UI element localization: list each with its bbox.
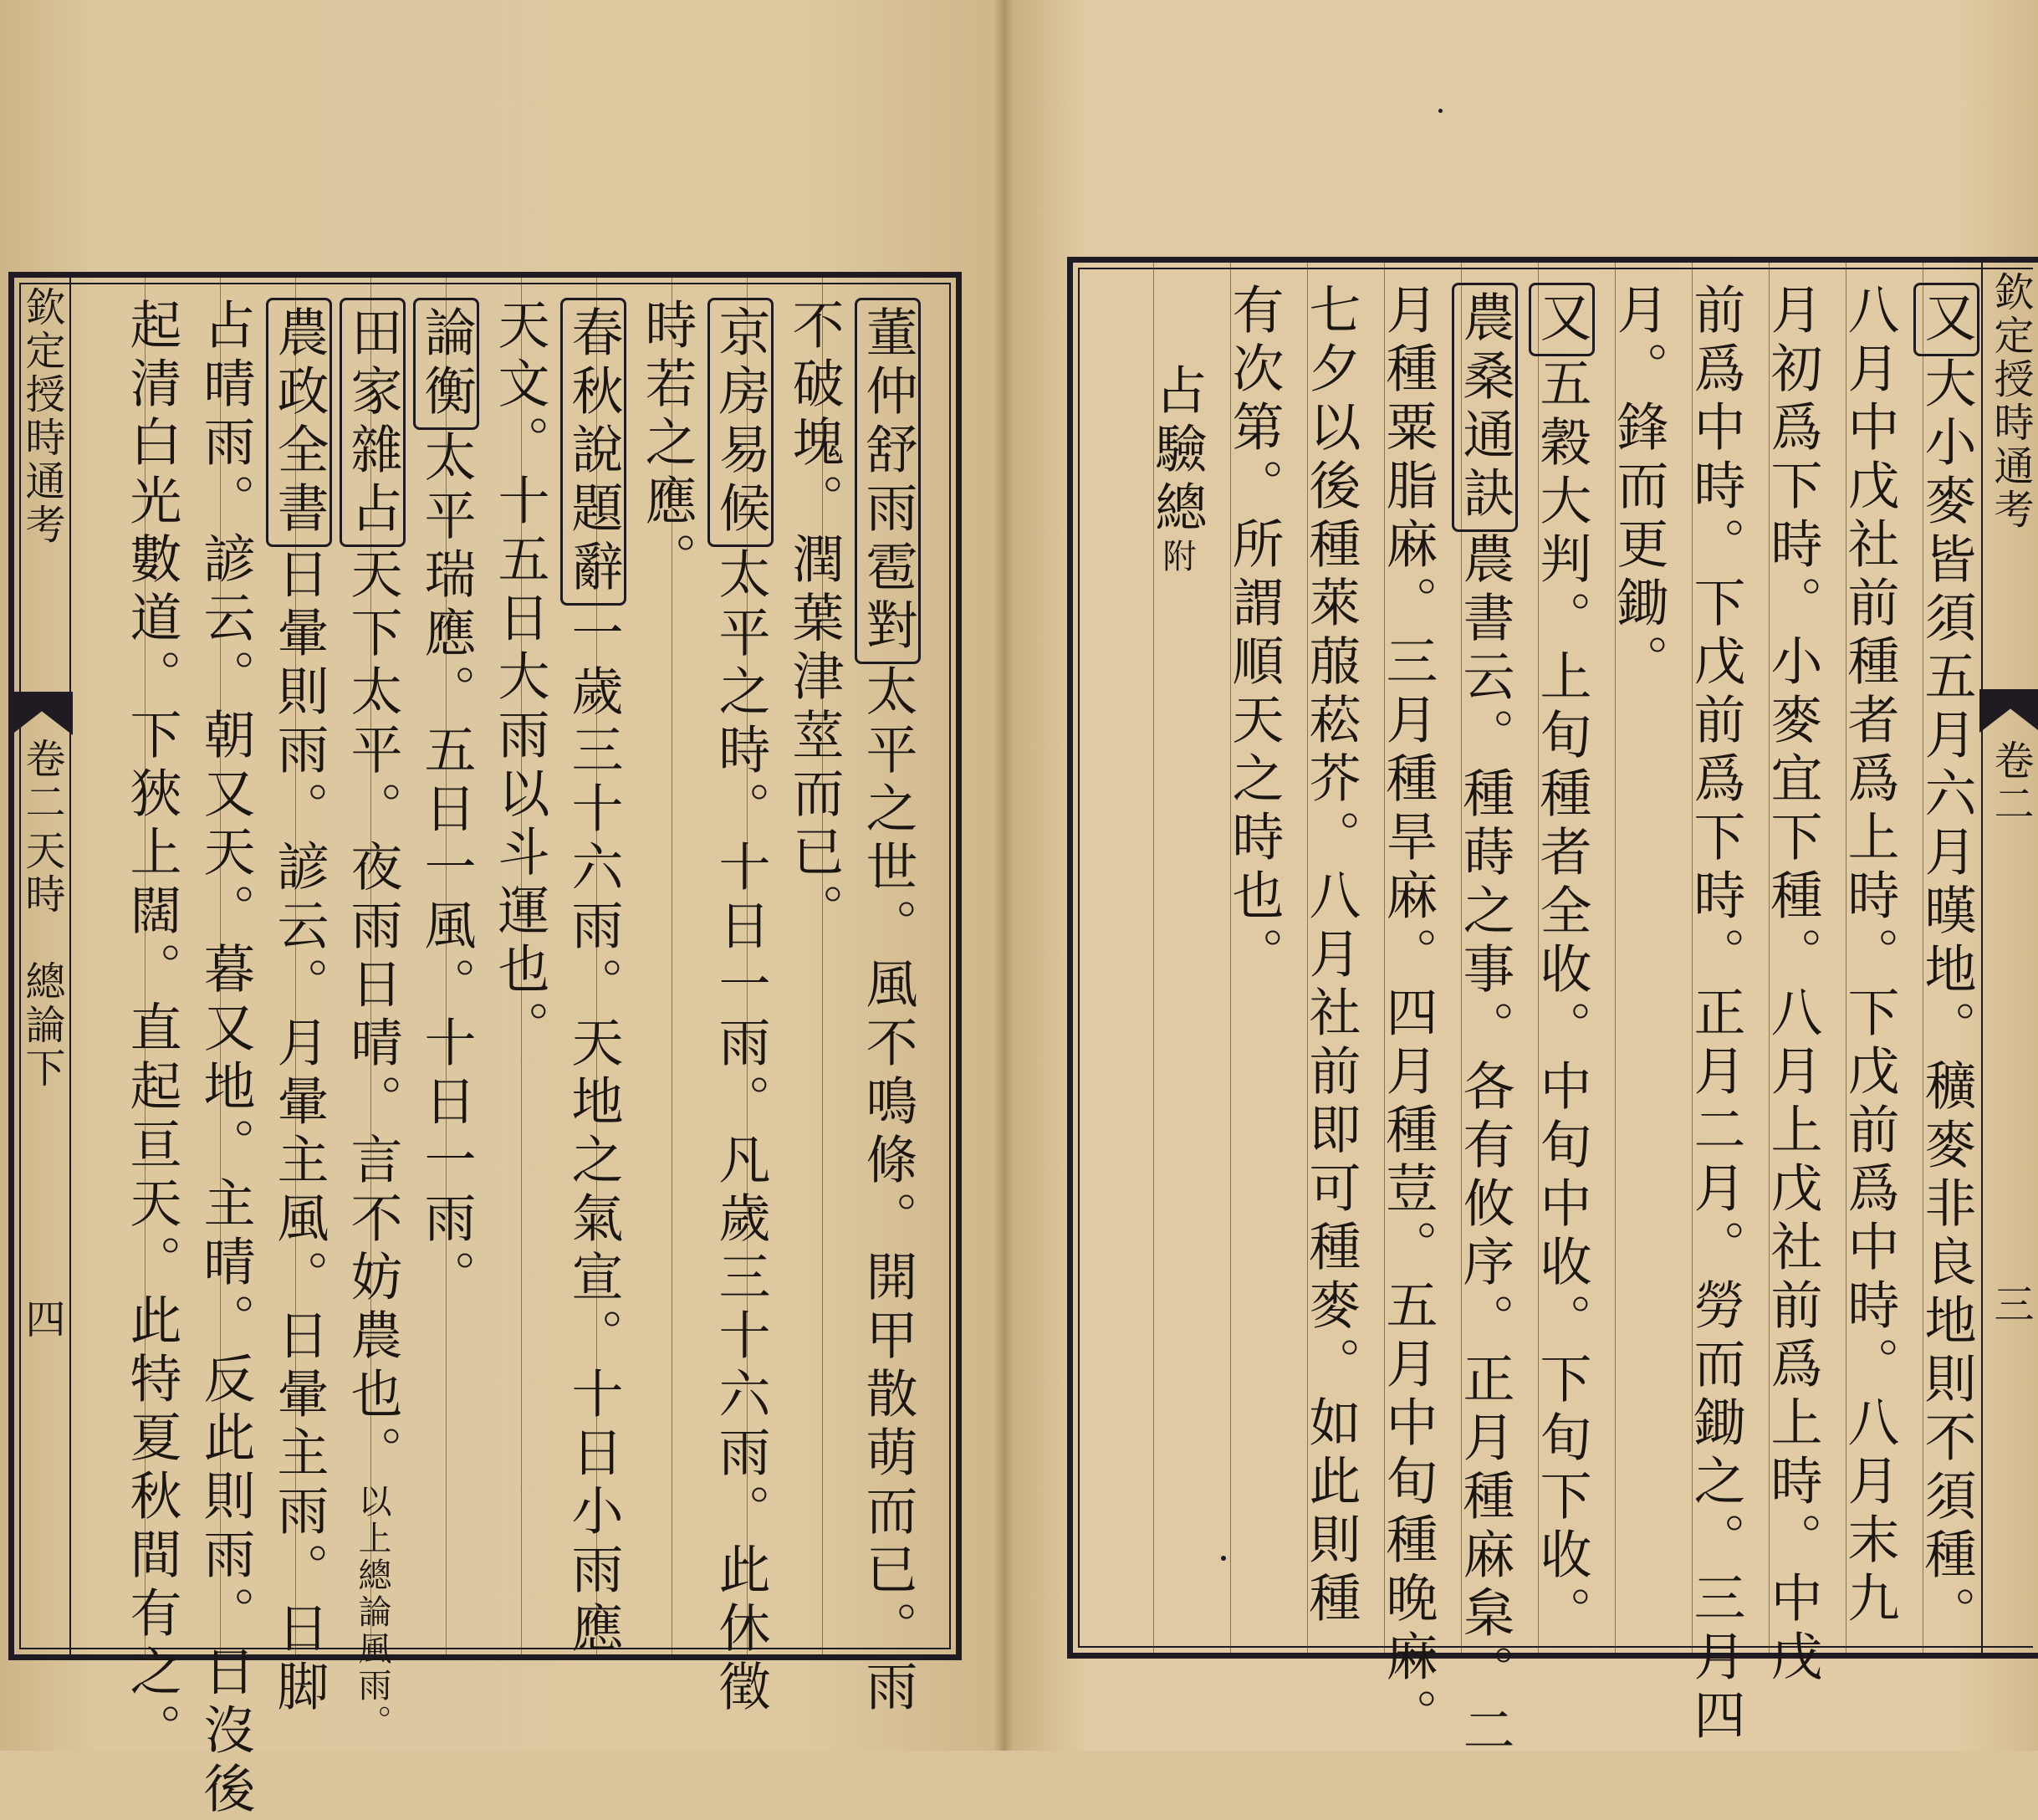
col-text: 月初爲下時。小麥宜下種。八月上戊社前爲上時。中戊	[1762, 283, 1823, 1688]
source-tag: 農桑通訣	[1452, 283, 1518, 532]
left-col-2	[777, 298, 850, 942]
left-col-7	[409, 298, 483, 1308]
ink-spot	[1221, 1556, 1226, 1561]
left-col-1	[850, 298, 924, 1718]
col-text: 天文。十五日大雨以斗運也。	[489, 298, 550, 1059]
col-text: 一歲三十六雨。天地之氣宣。十日小雨應	[563, 606, 624, 1659]
col-text: 太平之世。風不鳴條。開甲散萌而已。雨	[857, 664, 918, 1718]
source-tag: 農政全書	[266, 298, 332, 547]
left-col-10	[188, 298, 262, 1820]
source-tag: 董仲舒雨雹對	[855, 298, 921, 664]
left-col-5	[556, 298, 630, 1659]
col-text: 天下太平。夜雨日晴。言不妨農也。	[342, 547, 403, 1484]
source-tag: 又	[1913, 283, 1979, 356]
right-col-1	[1909, 283, 1983, 1644]
left-banxin	[14, 278, 71, 1654]
left-col-4	[630, 298, 703, 590]
right-banxin-book-title: 欽定授時通考	[1987, 271, 2034, 532]
small-note: 以上總論風雨。	[353, 1484, 391, 1741]
col-text: 月種粟脂麻。三月種旱麻。四月種荳。五月中旬種晚麻。	[1377, 283, 1438, 1746]
right-col-9	[1294, 283, 1367, 1629]
right-col-11	[1140, 363, 1213, 575]
col-text: 月。鋒而更鋤。	[1608, 283, 1669, 693]
col-text: 占晴雨。諺云。朝又天。暮又地。主晴。反此則雨。日沒後	[195, 298, 256, 1820]
source-tag: 京房易候	[707, 298, 774, 547]
right-page-frame	[1067, 257, 2038, 1761]
source-tag: 又	[1529, 283, 1595, 356]
right-col-2	[1832, 283, 1906, 1629]
right-banxin	[1981, 263, 2038, 1653]
source-tag: 春秋說題辭	[560, 298, 626, 606]
right-col-8	[1371, 283, 1444, 1746]
col-text: 太平瑞應。五日一風。十日一雨。	[416, 430, 477, 1308]
right-fishtail-mark	[1979, 689, 2038, 733]
left-fishtail-mark	[11, 692, 73, 735]
right-banxin-folio: 三	[1987, 1283, 2034, 1327]
left-col-6	[483, 298, 556, 1059]
book-gutter	[993, 0, 1014, 1751]
col-text: 太平之時。十日一雨。凡歲三十六雨。此休徵	[710, 547, 771, 1718]
left-col-8	[335, 298, 409, 1741]
left-banxin-folio: 四	[18, 1298, 65, 1342]
right-col-5	[1601, 283, 1675, 693]
source-tag: 論衡	[413, 298, 479, 430]
col-text: 時若之應。	[636, 298, 697, 590]
left-banxin-section: 天時 總論下	[18, 830, 65, 1091]
col-text: 七夕以後種萊菔菘芥。八月社前即可種麥。如此則種	[1300, 283, 1361, 1629]
left-col-3	[703, 298, 777, 1718]
left-banxin-juan: 卷二	[18, 738, 65, 825]
col-text: 有次第。所謂順天之時也。	[1223, 283, 1285, 985]
right-col-7	[1448, 283, 1521, 1761]
col-text: 八月中戊社前種者爲上時。下戊前爲中時。八月末九	[1839, 283, 1900, 1629]
col-text: 前爲中時。下戊前爲下時。正月二月。勞而鋤之。三月四	[1685, 283, 1746, 1746]
col-text: 日暈則雨。諺云。月暈主風。日暈主雨。日脚	[268, 547, 329, 1718]
left-col-9	[262, 298, 335, 1718]
col-text: 大小麥皆須五月六月暵地。穬麥非良地則不須種。	[1916, 356, 1977, 1644]
right-banxin-juan: 卷二	[1987, 739, 2034, 826]
left-page-frame	[8, 272, 962, 1820]
left-col-11	[115, 298, 188, 1761]
col-text: 不破塊。潤葉津莖而已。	[784, 298, 845, 942]
ink-spot	[1438, 109, 1443, 113]
col-text: 占驗總	[1147, 363, 1208, 539]
right-col-6	[1525, 283, 1598, 1644]
left-banxin-book-title: 欽定授時通考	[18, 286, 65, 547]
col-text: 五穀大判。上旬種者全收。中旬中收。下旬下收。	[1531, 356, 1592, 1644]
col-text: 起清白光數道。下狹上闊。直起亘天。此特夏秋間有之。	[121, 298, 182, 1761]
right-col-10	[1217, 283, 1290, 985]
small-note: 附	[1157, 539, 1196, 575]
source-tag: 田家雜占	[340, 298, 406, 547]
col-text: 農書云。種蒔之事。各有攸序。正月種麻枲。二	[1454, 532, 1515, 1761]
right-col-3	[1755, 283, 1829, 1688]
right-col-4	[1678, 283, 1752, 1746]
